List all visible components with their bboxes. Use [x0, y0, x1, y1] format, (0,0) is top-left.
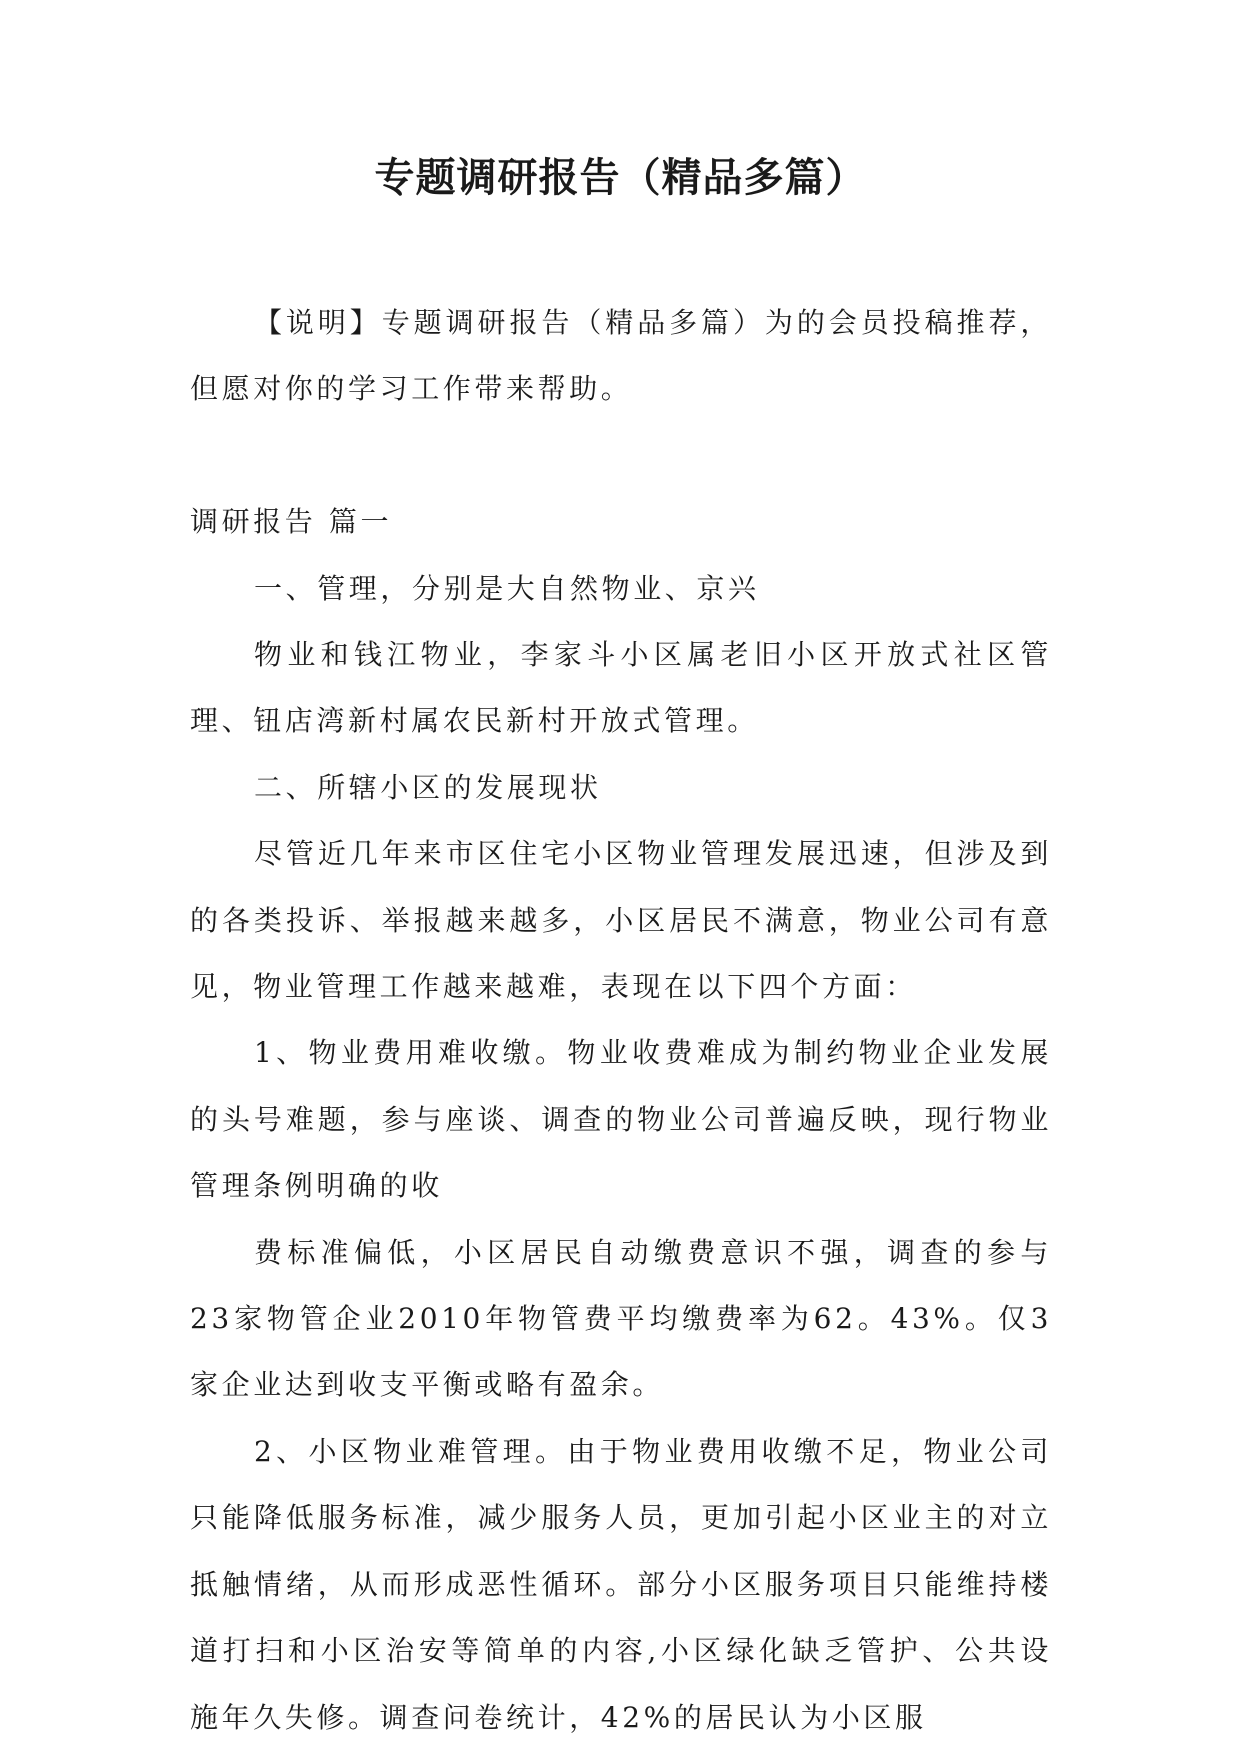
body-paragraph: 尽管近几年来市区住宅小区物业管理发展迅速，但涉及到的各类投诉、举报越来越多，小区居民不满意，物业公司有意见，物业管理工作越来越难，表现在以下四个方面： [190, 837, 1052, 1004]
body-paragraph: 1、物业费用难收缴。物业收费难成为制约物业企业发展的头号难题，参与座谈、调查的物业公司普遍反映，现行物业管理条例明确的收 [190, 1036, 1052, 1203]
intro-paragraph: 【说明】专题调研报告（精品多篇）为的会员投稿推荐，但愿对你的学习工作带来帮助。 [190, 306, 1052, 406]
body-paragraph: 费标准偏低，小区居民自动缴费意识不强，调查的参与23家物管企业2010年物管费平均缴费率为62。43%。仅3家企业达到收支平衡或略有盈余。 [190, 1235, 1052, 1402]
body-paragraph: 二、所辖小区的发展现状 [254, 770, 602, 804]
spacer [190, 423, 1052, 489]
body-paragraph: 一、管理，分别是大自然物业、京兴 [254, 571, 760, 605]
document-body [190, 290, 1052, 1751]
document-title: 专题调研报告（精品多篇） [374, 155, 867, 201]
section-heading: 调研报告 篇一 [190, 505, 393, 539]
body-paragraph: 2、小区物业难管理。由于物业费用收缴不足，物业公司只能降低服务标准，减少服务人员，更加引起小区业主的对立抵触情绪，从而形成恶性循环。部分小区服务项目只能维持楼道打扫和小区治安等简单的内容,小区绿化缺乏管护、公共设施年久失修。调查问卷统计，42%的居民认为小区服 [190, 1434, 1052, 1734]
body-paragraph: 物业和钱江物业，李家斗小区属老旧小区开放式社区管理、钮店湾新村属农民新村开放式管理。 [190, 638, 1052, 738]
